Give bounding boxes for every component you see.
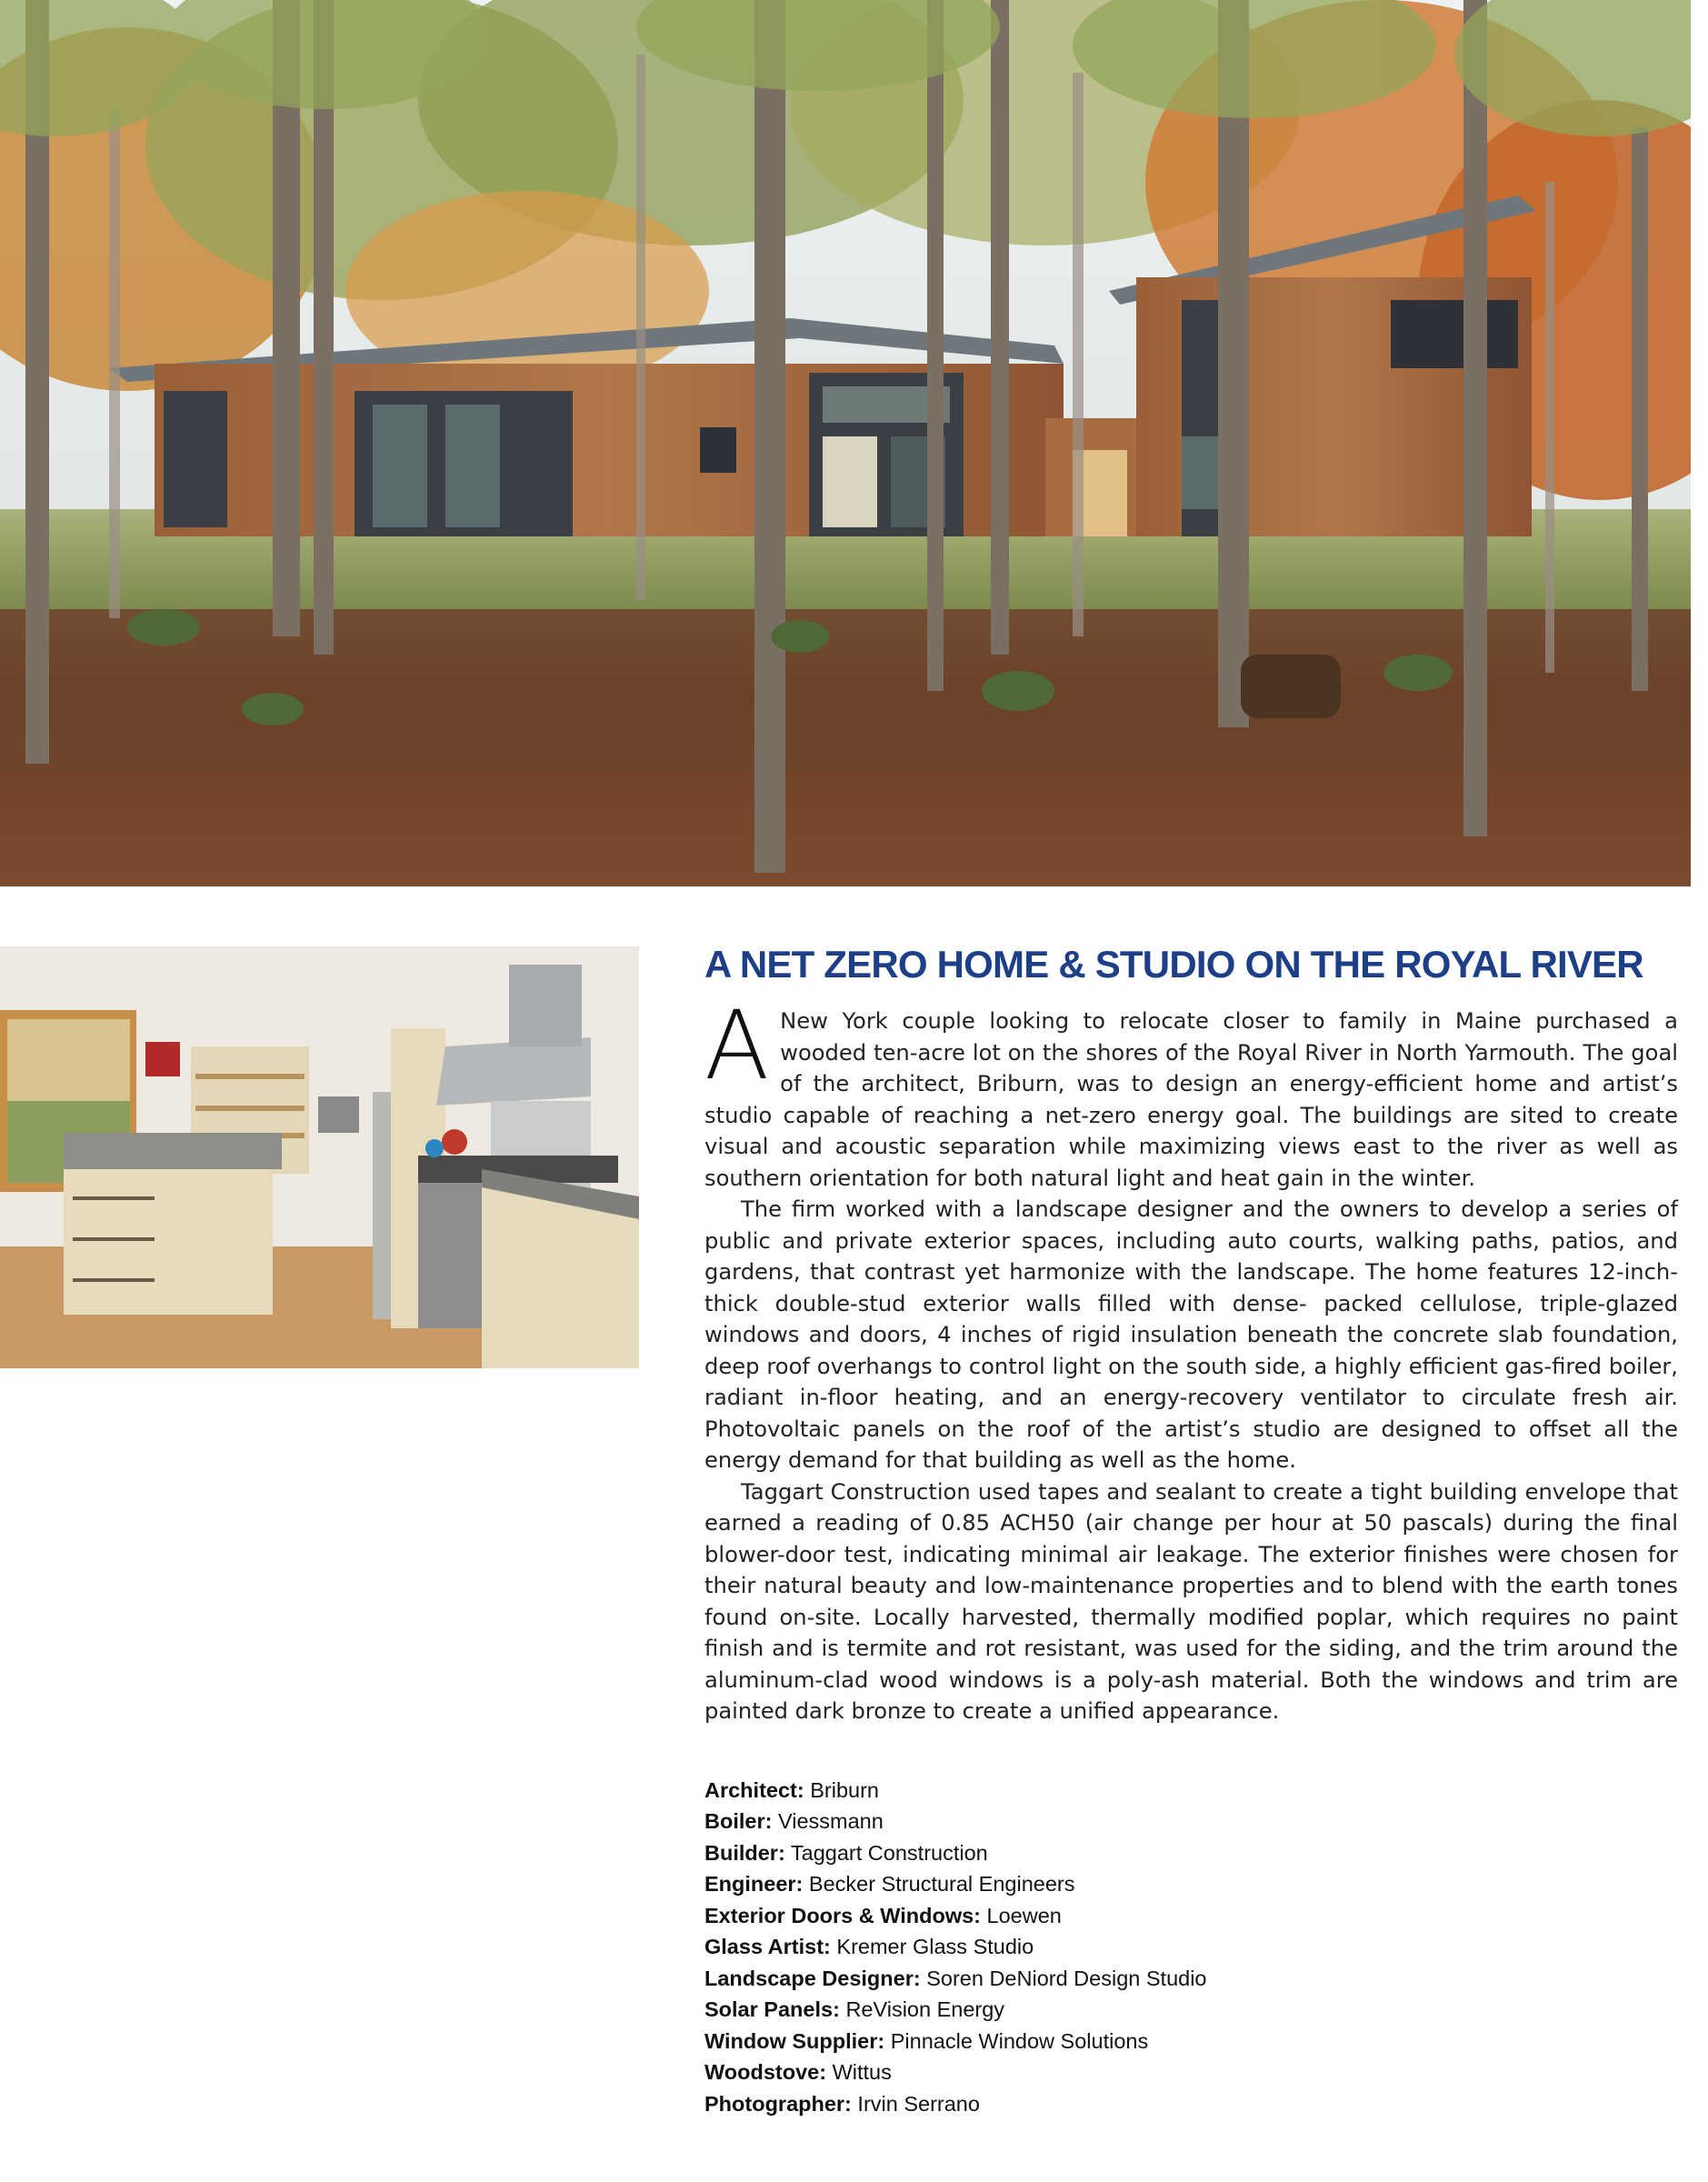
credit-architect bbox=[704, 1775, 1678, 1807]
house-exterior-photo bbox=[0, 0, 1691, 886]
credit-name: Becker Structural Engineers bbox=[808, 1872, 1075, 1896]
credit-photographer bbox=[704, 2088, 1678, 2120]
paragraph-text: New York couple looking to relocate closer to family in Maine purchased a wooded ten-acre lot on the shores of the Royal River in North Yarmouth. The goal of the architect, Briburn, was to design an energy-efficient home and artist’s studio capable of reaching a net-zero energy goal. The buildings are sited to create visual and acoustic separation while maximizing views east to the river as well as southern orientation for both natural light and heat gain in the winter. bbox=[704, 1008, 1678, 1191]
credit-role: Window Supplier: bbox=[704, 2028, 885, 2053]
credit-role: Exterior Doors & Windows: bbox=[704, 1903, 982, 1927]
credit-role: Landscape Designer: bbox=[704, 1966, 921, 1990]
credit-builder bbox=[704, 1837, 1678, 1869]
kitchen-interior-illustration bbox=[0, 946, 639, 1368]
house-exterior-illustration bbox=[0, 0, 1691, 886]
article bbox=[704, 936, 1678, 2119]
kitchen-interior-photo bbox=[0, 946, 639, 1368]
credit-role: Architect: bbox=[704, 1777, 804, 1802]
credit-name: Pinnacle Window Solutions bbox=[890, 2028, 1149, 2053]
credits-list bbox=[704, 1775, 1678, 2120]
credit-role: Solar Panels: bbox=[704, 1997, 840, 2021]
credit-woodstove bbox=[704, 2057, 1678, 2088]
credit-name: Loewen bbox=[986, 1903, 1062, 1927]
credit-role: Engineer: bbox=[704, 1872, 804, 1896]
credit-name: ReVision Energy bbox=[845, 1997, 1005, 2021]
credit-role: Woodstove: bbox=[704, 2060, 827, 2084]
article-paragraph bbox=[704, 990, 1678, 1194]
credit-landscape-designer bbox=[704, 1963, 1678, 1995]
credit-role: Photographer: bbox=[704, 2091, 852, 2116]
credit-name: Kremer Glass Studio bbox=[836, 1935, 1034, 1958]
credit-solar-panels bbox=[704, 1994, 1678, 2026]
drop-cap: A bbox=[704, 990, 770, 1101]
credit-name: Irvin Serrano bbox=[857, 2091, 980, 2116]
article-headline: A NET ZERO HOME & STUDIO ON THE ROYAL RIVER bbox=[704, 943, 1643, 986]
article-paragraph: Taggart Construction used tapes and sealant to create a tight building envelope that earned a reading of 0.85 ACH50 (air change per hour at 50 pascals) during the final blower-door test, indicating minimal air leakage. The exterior finishes were chosen for their natural beauty and low-maintenance properties and to blend with the earth tones found on-site. Locally harvested, thermally modified poplar, which requires no paint finish and is termite and rot resistant, was used for the siding, and the trim around the aluminum-clad wood windows is a poly-ash material. Both the windows and trim are painted dark bronze to create a unified appearance. bbox=[704, 1478, 1678, 1724]
credit-doors-windows bbox=[704, 1900, 1678, 1932]
credit-name: Soren DeNiord Design Studio bbox=[926, 1966, 1207, 1990]
credit-boiler bbox=[704, 1806, 1678, 1837]
credit-window-supplier bbox=[704, 2026, 1678, 2057]
credit-name: Viessmann bbox=[777, 1809, 884, 1833]
credit-name: Taggart Construction bbox=[790, 1840, 988, 1865]
credit-engineer bbox=[704, 1868, 1678, 1900]
credit-role: Builder: bbox=[704, 1840, 785, 1865]
credit-role: Boiler: bbox=[704, 1809, 773, 1833]
article-paragraph: The firm worked with a landscape designer and the owners to develop a series of public and private exterior spaces, including auto courts, walking paths, patios, and gardens, that contrast yet harmonize with the landscape. The home features 12-inch-thick double-stud exterior walls filled with dense- packed cellulose, triple-glazed windows and doors, 4 inches of rigid insulation beneath the concrete slab foundation, deep roof overhangs to control light on the south side, a highly efficient gas-fired boiler, radiant in-floor heating, and an energy-recovery ventilator to circulate fresh air. Photovoltaic panels on the roof of the artist’s studio are designed to offset all the energy demand for that building as well as the home. bbox=[704, 1196, 1678, 1473]
credit-name: Briburn bbox=[810, 1777, 879, 1802]
credit-role: Glass Artist: bbox=[704, 1935, 831, 1958]
credit-name: Wittus bbox=[832, 2060, 892, 2084]
article-body bbox=[704, 990, 1678, 1727]
credit-glass-artist bbox=[704, 1931, 1678, 1963]
